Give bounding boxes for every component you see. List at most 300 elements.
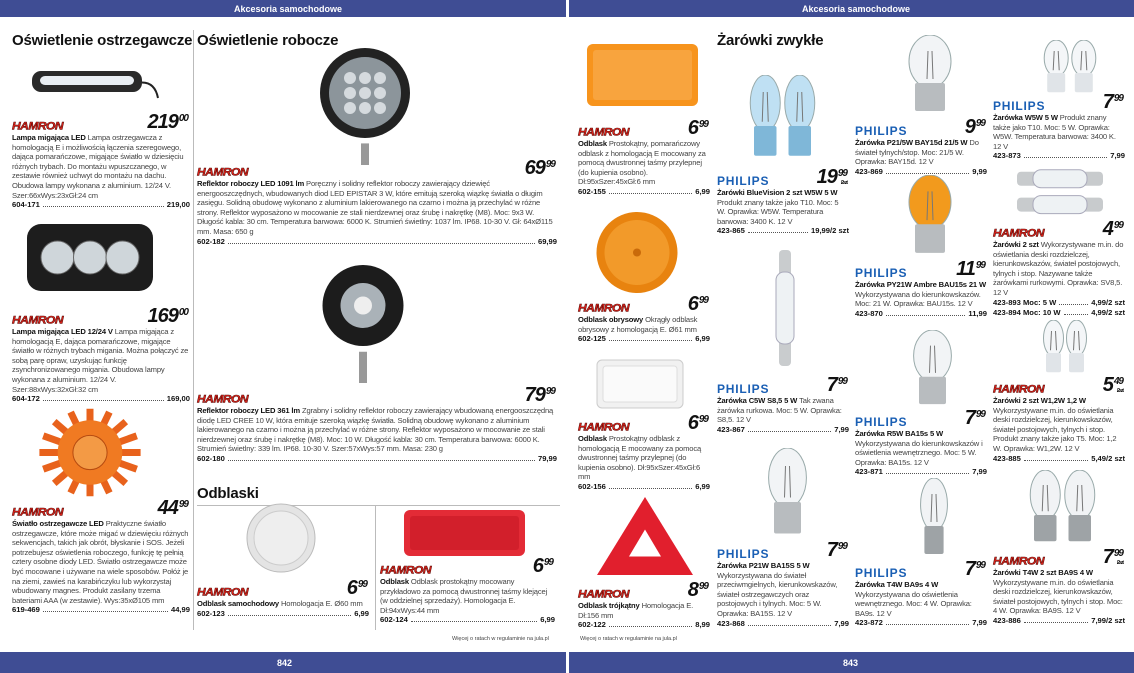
bluevision-bulbs-image	[745, 75, 820, 160]
product-card[interactable]	[993, 374, 1125, 464]
sku-code: 604-171	[12, 200, 40, 210]
price-cents: 99	[543, 557, 553, 568]
clear-bulb-image	[765, 448, 810, 538]
header-category-right: Akcesoria samochodowe	[802, 4, 911, 14]
installments-note[interactable]: Więcej o ratach w regulaminie na jula.pl	[452, 636, 549, 642]
dot-leader	[228, 454, 535, 461]
price-cents: 99	[837, 168, 847, 179]
red-rect-reflector-image	[402, 508, 527, 558]
price-cents: 99	[975, 118, 985, 129]
product-price	[1103, 546, 1123, 569]
section-title-bulbs: Żarówki zwykłe	[717, 32, 824, 49]
product-price	[158, 497, 188, 520]
product-description	[380, 577, 555, 615]
product-sku-line	[578, 334, 710, 344]
product-name: Odblask samochodowy	[197, 599, 281, 608]
product-card[interactable]	[993, 546, 1125, 626]
sku-code: 423-868	[717, 618, 745, 628]
sku-code: 423-894 Moc: 10 W	[993, 307, 1061, 317]
product-price	[525, 157, 555, 180]
product-details: Lampa migająca z homologacją E, dająca pomarańczowe, migające światło w różnych trybach migania. Można połączyć ze sobą parę opraw, uzyskując funkcję zsynchronizowanego migania. Obudowa lampy wykonana z aluminium. 12/24 V. Szer:88xWys:32xGł:32 cm	[12, 327, 189, 394]
dot-leader	[609, 187, 692, 194]
round-white-reflector-image	[245, 502, 317, 574]
product-description	[993, 113, 1125, 151]
product-name: Odblask	[380, 577, 411, 586]
product-brand-row	[197, 157, 557, 179]
product-description	[855, 138, 987, 167]
product-brand-row	[993, 546, 1125, 568]
sku-price: 169,00	[166, 394, 190, 404]
sku-price: 7,99	[1110, 151, 1125, 161]
clear-bulb-image	[905, 35, 955, 115]
product-price	[965, 558, 985, 581]
price-cents: 99	[698, 414, 708, 425]
sku-code: 423-867	[717, 424, 745, 434]
product-price	[817, 166, 847, 189]
price-cents: 99	[178, 499, 188, 510]
festoon-bulbs-image	[1015, 165, 1105, 220]
philips-logo: PHILIPS	[855, 566, 908, 580]
product-details: Odblask prostokątny mocowany przykładowo za pomocą dwustronnej taśmy klejącej (w oddzielnej sprzedaży). Homologacja E. Dł:94xWys:44 mm	[380, 577, 548, 615]
product-description	[578, 434, 710, 482]
hamron-logo: HAMRON	[578, 125, 629, 139]
product-brand-row	[855, 258, 987, 280]
philips-logo: PHILIPS	[717, 174, 770, 188]
product-card[interactable]	[855, 258, 987, 319]
product-sku-line	[12, 605, 190, 615]
price-cents: 99	[1113, 93, 1123, 104]
product-brand-row	[855, 407, 987, 429]
white-rect-reflector-image	[595, 358, 685, 410]
product-details: Wykorzystywana do kierunkowskazów. Moc: 21 W. Oprawka: BAU15s. 12 V	[855, 289, 981, 309]
sku-price: 7,99/2 szt	[1091, 615, 1125, 625]
hamron-logo: HAMRON	[197, 392, 248, 406]
product-name: Reflektor roboczy LED 1091 lm	[197, 179, 307, 188]
product-price	[827, 374, 847, 397]
amber-bulb-image	[905, 175, 955, 257]
price-main: 69	[524, 157, 545, 179]
orange-rect-reflector-image	[585, 40, 700, 110]
sku-price: 69,99	[537, 236, 557, 246]
product-details: Produkt znany także jako T10. Moc: 5 W. Oprawka: W5W. Temperatura barwowa: 3400 K. 12 V	[993, 113, 1116, 151]
work-light-small-image	[318, 258, 408, 383]
product-brand-row	[380, 555, 555, 577]
dot-leader	[609, 620, 692, 627]
product-card[interactable]	[578, 117, 710, 197]
page-number-right: 843	[843, 658, 859, 668]
dot-leader	[1024, 454, 1088, 461]
product-brand-row	[12, 305, 190, 327]
product-card[interactable]	[197, 157, 557, 247]
sku-price: 4,99/2 szt	[1091, 307, 1125, 317]
column-divider	[193, 30, 194, 630]
price-unit: /2szt	[840, 180, 847, 186]
sku-code: 619-469	[12, 605, 40, 615]
product-sku-line	[993, 454, 1125, 464]
product-details: Produkt znany także jako T10. Moc: 5 W. Oprawka: W5W. Temperatura barwowa: 3400 K. 12 V	[717, 197, 839, 226]
sku-price: 4,99/2 szt	[1091, 297, 1125, 307]
product-price	[148, 305, 189, 328]
price-main: 219	[147, 111, 178, 133]
product-card[interactable]	[12, 305, 190, 404]
price-unit: /2szt	[1116, 388, 1123, 394]
product-description	[12, 519, 190, 605]
dot-leader	[43, 394, 164, 401]
price-main: 4	[1102, 218, 1113, 240]
product-name: Żarówka R5W BA15s 5 W	[855, 429, 944, 438]
product-card[interactable]	[855, 116, 987, 177]
product-sku-line	[993, 298, 1125, 308]
dot-leader	[1024, 616, 1088, 623]
product-description	[12, 133, 190, 200]
price-unit: /2szt	[1116, 560, 1123, 566]
product-sku-line	[197, 609, 369, 619]
price-main: 6	[346, 577, 357, 599]
product-card[interactable]	[578, 412, 710, 492]
page-gutter	[566, 0, 569, 673]
hamron-logo: HAMRON	[993, 554, 1044, 568]
product-card[interactable]	[855, 558, 987, 628]
product-details: Wykorzystywane m.in. do oświetlania deski rozdzielczej, kierunkowskazów, świateł postojowych, tylnych i stop. Produkt znany także jako T5. Moc: 1,2 W. Oprawka: W1,2W. 12 V	[993, 405, 1117, 453]
product-name: Żarówki BlueVision 2 szt W5W 5 W	[717, 188, 838, 197]
product-details: Okrągły odblask obrysowy z homologacją E. Ø61 mm	[578, 315, 698, 334]
product-details: Lampa ostrzegawcza z homologacją E i możliwością łączenia szeregowego, dająca pomarańczowe, migające światło w dziesięciu różnych trybach. Do montażu wpuszczanego, w zestawie również uchwyt do montażu na dachu. Obudowa lampy wykonana z aluminium. 12/24 V. Szer:66xWys:23xGł:24 cm	[12, 133, 184, 200]
price-main: 9	[964, 116, 975, 138]
product-price	[1103, 218, 1123, 241]
product-description	[717, 188, 849, 226]
price-main: 6	[687, 117, 698, 139]
product-details: Homologacja E. Dł:156 mm	[578, 601, 694, 620]
product-description	[197, 179, 557, 237]
sku-code: 423-865	[717, 226, 745, 236]
product-name: Żarówka P21W BA15S 5 W	[717, 561, 810, 570]
festoon-bulb-image	[770, 248, 800, 368]
product-card[interactable]	[717, 539, 849, 629]
sku-price: 44,99	[170, 605, 190, 615]
product-brand-row	[578, 293, 710, 315]
sku-price: 11,99	[968, 308, 987, 318]
price-cents: 99	[545, 386, 555, 397]
product-price	[525, 384, 555, 407]
price-cents: 49	[1113, 376, 1123, 387]
product-price	[1103, 91, 1123, 114]
product-brand-row	[855, 558, 987, 580]
product-description	[993, 396, 1125, 454]
sku-code: 602-125	[578, 334, 606, 344]
price-cents: 00	[178, 307, 188, 318]
sku-code: 423-893 Moc: 5 W	[993, 297, 1057, 307]
product-name: Żarówki T4W 2 szt BA9S 4 W	[993, 568, 1093, 577]
price-main: 11	[956, 258, 975, 280]
dot-leader	[748, 619, 831, 626]
product-description	[855, 580, 987, 618]
product-name: Lampa migająca LED 12/24 V	[12, 327, 115, 336]
product-sku-line	[993, 308, 1125, 318]
clear-bulb-image	[910, 330, 955, 408]
product-card[interactable]	[855, 407, 987, 477]
dot-leader	[886, 467, 969, 474]
product-description	[855, 280, 987, 309]
product-price	[1103, 374, 1123, 397]
price-cents: 99	[357, 579, 367, 590]
dot-leader	[43, 605, 168, 612]
price-main: 7	[964, 407, 975, 429]
product-description	[717, 396, 849, 425]
price-main: 7	[826, 374, 837, 396]
product-sku-line	[380, 615, 555, 625]
product-brand-row	[578, 412, 710, 434]
product-details: Homologacja E. Ø60 mm	[280, 599, 363, 608]
product-description	[993, 568, 1125, 616]
dot-leader	[1064, 308, 1089, 315]
orange-round-reflector-image	[592, 210, 682, 295]
price-cents: 99	[975, 560, 985, 571]
hamron-logo: HAMRON	[12, 313, 63, 327]
price-main: 7	[964, 558, 975, 580]
sku-code: 602-123	[197, 608, 225, 618]
sku-code: 602-122	[578, 620, 606, 630]
sku-code: 602-124	[380, 615, 408, 625]
product-details: Wykorzystywana do świateł przeciwmgielnych, kierunkowskazów, świateł ostrzegawczych oraz postojowych i tylnych. Moc: 5 W. Oprawka: BA15S. 12 V	[717, 570, 838, 618]
product-description	[578, 315, 710, 334]
philips-logo: PHILIPS	[717, 382, 770, 396]
product-sku-line	[717, 619, 849, 629]
product-card[interactable]	[197, 384, 557, 464]
product-name: Reflektor roboczy LED 361 lm	[197, 406, 302, 415]
product-price	[347, 577, 367, 600]
dot-leader	[748, 425, 831, 432]
sku-code: 602-156	[578, 481, 606, 491]
dot-leader	[886, 309, 966, 316]
price-main: 6	[687, 412, 698, 434]
hamron-logo: HAMRON	[197, 165, 248, 179]
product-price	[688, 412, 708, 435]
product-name: Odblask	[578, 139, 609, 148]
sku-code: 423-871	[855, 467, 883, 477]
price-main: 5	[1102, 374, 1113, 396]
product-brand-row	[578, 117, 710, 139]
hamron-logo: HAMRON	[197, 585, 248, 599]
price-main: 7	[826, 539, 837, 561]
sku-price: 7,99	[972, 467, 987, 477]
product-card[interactable]	[12, 497, 190, 615]
dot-leader	[411, 615, 537, 622]
hamron-logo: HAMRON	[380, 563, 431, 577]
sku-code: 423-886	[993, 615, 1021, 625]
sku-price: 6,99	[354, 608, 369, 618]
dot-leader	[748, 226, 808, 233]
sku-code: 423-872	[855, 618, 883, 628]
price-cents: 00	[178, 113, 188, 124]
dot-leader	[228, 237, 535, 244]
sku-price: 6,99	[540, 615, 555, 625]
product-name: Żarówka PY21W Ambre BAU15s 21 W	[855, 280, 986, 289]
price-main: 19	[816, 166, 837, 188]
price-main: 6	[532, 555, 543, 577]
product-brand-row	[993, 218, 1125, 240]
hamron-logo: HAMRON	[12, 119, 63, 133]
product-card[interactable]	[717, 374, 849, 435]
product-price	[688, 579, 708, 602]
wedge-small-bulbs-image	[1040, 320, 1090, 375]
product-card[interactable]	[993, 91, 1125, 161]
product-price	[148, 111, 189, 134]
sku-code: 423-873	[993, 151, 1021, 161]
philips-logo: PHILIPS	[855, 266, 908, 280]
product-details: Wykorzystywana do oświetlenia wewnętrznego. Moc: 4 W. Oprawka: BA9s. 12 V	[855, 589, 972, 618]
sku-code: 423-869	[855, 166, 883, 176]
product-card[interactable]	[717, 166, 849, 236]
product-description	[578, 139, 710, 187]
led-warning-lamp-image	[25, 220, 155, 295]
product-description	[993, 240, 1125, 298]
sku-code: 604-172	[12, 394, 40, 404]
sku-code: 602-180	[197, 453, 225, 463]
philips-logo: PHILIPS	[717, 547, 770, 561]
product-name: Żarówka C5W S8,5 5 W	[717, 396, 800, 405]
dot-leader	[886, 618, 969, 625]
product-name: Żarówka T4W BA9s 4 W	[855, 580, 939, 589]
product-sku-line	[197, 454, 557, 464]
installments-note[interactable]: Więcej o ratach w regulaminie na jula.pl	[580, 636, 677, 642]
product-sku-line	[578, 482, 710, 492]
product-name: Odblask	[578, 434, 609, 443]
price-main: 44	[157, 497, 178, 519]
product-brand-row	[993, 91, 1125, 113]
product-description	[855, 429, 987, 467]
product-description	[197, 406, 557, 454]
product-price	[688, 117, 708, 140]
product-description	[717, 561, 849, 619]
philips-logo: PHILIPS	[855, 415, 908, 429]
price-main: 8	[687, 579, 698, 601]
section-title-reflectors: Odblaski	[197, 485, 259, 502]
wedge-bulbs-image	[1040, 40, 1100, 95]
product-details: Wykorzystywane m.in. do oświetlania deski rozdzielczej, kierunkowskazów, świateł postojowych, tylnych i stop. Nazywane także żarówkami rurkowymi. Oprawka: SV8,5. 12 V	[993, 240, 1124, 297]
product-description	[197, 599, 369, 609]
price-cents: 99	[837, 541, 847, 552]
product-details: Prostokątny, pomarańczowy odblask z homologacją E mocowany za pomocą dwustronnej taśmy przylepnej (do kupienia osobno). Dł:95xSzer:45xGł:6 mm	[578, 139, 706, 187]
product-sku-line	[855, 467, 987, 477]
hamron-logo: HAMRON	[993, 382, 1044, 396]
philips-logo: PHILIPS	[855, 124, 908, 138]
product-brand-row	[197, 577, 369, 599]
price-cents: 99	[698, 581, 708, 592]
hamron-logo: HAMRON	[993, 226, 1044, 240]
product-description	[578, 601, 710, 620]
sku-code: 423-870	[855, 308, 883, 318]
dot-leader	[609, 482, 692, 489]
product-sku-line	[12, 200, 190, 210]
product-details: Tak zwana żarówka rurkowa. Moc: 5 W. Oprawka: S8,5. 12 V	[717, 396, 842, 425]
sku-price: 219,00	[166, 200, 190, 210]
hamron-logo: HAMRON	[578, 301, 629, 315]
product-details: Zgrabny i solidny reflektor roboczy zawierający wbudowaną energooszczędną diodę LED CREE 10 W, która emituje szeroką wiązkę światła. Solidną obudowę wykonano z aluminium lakierowanego na czarno i można ją przechylać w różne strony. Reflektor wyposażono w mocowanie ze stali nierdzewnej oraz śrubę i nakrętkę (M8). Moc: 10 W. Długość kabla: 30 cm. Temperatura barwowa: 6000 K. Strumień świetlny: 339 lm. IP68. 10-30 V. Szer:57xWys:57 mm. Masa: 230 g	[197, 406, 554, 454]
product-brand-row	[12, 497, 190, 519]
price-main: 6	[687, 293, 698, 315]
product-sku-line	[993, 151, 1125, 161]
product-price	[533, 555, 553, 578]
product-details: Praktyczne światło ostrzegawcze, które może migać w dziewięciu różnych sekwencjach, takich jak obrót, błyskanie i SOS. Jeżeli potrzebujesz oświetlenia roboczego, funkcję tę pełnią cztery osobne diody LED. Światło ostrzegawcze może być mocowane i używane na wiele sposobów. Połóż je na ziemi, zawieś na karabińczyku lub wykorzystaj wbudowany magnes. Produkt zasilany trzema bateriami AAA (w zestawie). Wys:35xØ105 mm	[12, 519, 189, 605]
product-sku-line	[197, 237, 557, 247]
product-details: Wykorzystywane m.in. do oświetlania deski rozdzielczej, kierunkowskazów, świateł postojowych, tylnych i stop. Moc: 4 W. Oprawka: BA9S. 12 V	[993, 577, 1123, 616]
product-sku-line	[855, 309, 987, 319]
small-bulbs-pair-image	[1025, 470, 1100, 545]
product-name: Odblask trójkątny	[578, 601, 642, 610]
product-brand-row	[717, 539, 849, 561]
price-cents: 99	[837, 376, 847, 387]
triangle-reflector-image	[595, 495, 695, 577]
product-card[interactable]	[380, 555, 555, 625]
dot-leader	[1024, 151, 1107, 158]
led-road-flare-image	[35, 405, 145, 500]
sku-price: 8,99	[695, 620, 710, 630]
product-price	[956, 258, 985, 281]
dot-leader	[609, 334, 692, 341]
sku-code: 602-155	[578, 186, 606, 196]
product-card[interactable]	[578, 579, 710, 630]
hamron-logo: HAMRON	[12, 505, 63, 519]
product-card[interactable]	[12, 111, 190, 210]
section-title-warning-lights: Oświetlenie ostrzegawcze	[12, 32, 193, 49]
product-name: Lampa migająca LED	[12, 133, 88, 142]
product-details: Prostokątny odblask z homologacją E mocowany za pomocą dwustronnej taśmy przylepnej (do kupienia osobno). Dł:95xSzer:45xGł:6 mm	[578, 434, 702, 482]
sku-price: 7,99	[972, 618, 987, 628]
sku-price: 7,99	[834, 618, 849, 628]
product-brand-row	[578, 579, 710, 601]
product-name: Żarówka P21/5W BAY15d 21/5 W	[855, 138, 970, 147]
sku-code: 602-182	[197, 236, 225, 246]
price-cents: 99	[545, 159, 555, 170]
dot-leader	[1059, 298, 1088, 305]
product-brand-row	[993, 374, 1125, 396]
product-sku-line	[578, 187, 710, 197]
sku-price: 5,49/2 szt	[1091, 453, 1125, 463]
price-cents: 99	[1113, 548, 1123, 559]
product-card[interactable]	[197, 577, 369, 619]
product-brand-row	[855, 116, 987, 138]
dot-leader	[886, 167, 969, 174]
product-sku-line	[855, 618, 987, 628]
product-sku-line	[578, 620, 710, 630]
price-cents: 99	[975, 409, 985, 420]
product-name: Żarówki 2 szt W1,2W 1,2 W	[993, 396, 1086, 405]
sku-price: 9,99	[972, 166, 987, 176]
price-main: 169	[147, 305, 178, 327]
product-price	[965, 407, 985, 430]
led-light-bar-image	[30, 65, 160, 100]
product-sku-line	[717, 425, 849, 435]
product-brand-row	[717, 374, 849, 396]
sku-code: 423-885	[993, 453, 1021, 463]
sku-price: 6,99	[695, 186, 710, 196]
work-light-round-image	[315, 45, 415, 165]
product-price	[688, 293, 708, 316]
sku-price: 79,99	[537, 453, 557, 463]
product-name: Żarówka W5W 5 W	[993, 113, 1060, 122]
column-divider	[375, 505, 376, 630]
sku-price: 6,99	[695, 481, 710, 491]
product-card[interactable]	[578, 293, 710, 344]
price-main: 7	[1102, 91, 1113, 113]
philips-logo: PHILIPS	[993, 99, 1046, 113]
price-main: 79	[524, 384, 545, 406]
product-card[interactable]	[993, 218, 1125, 318]
page-number-left: 842	[277, 658, 293, 668]
small-bulb-image	[918, 478, 950, 558]
product-details: Wykorzystywana do kierunkowskazów i oświetlenia wewnętrznego. Moc: 5 W. Oprawka: BA15s. 12 V	[855, 438, 983, 467]
price-main: 7	[1102, 546, 1113, 568]
